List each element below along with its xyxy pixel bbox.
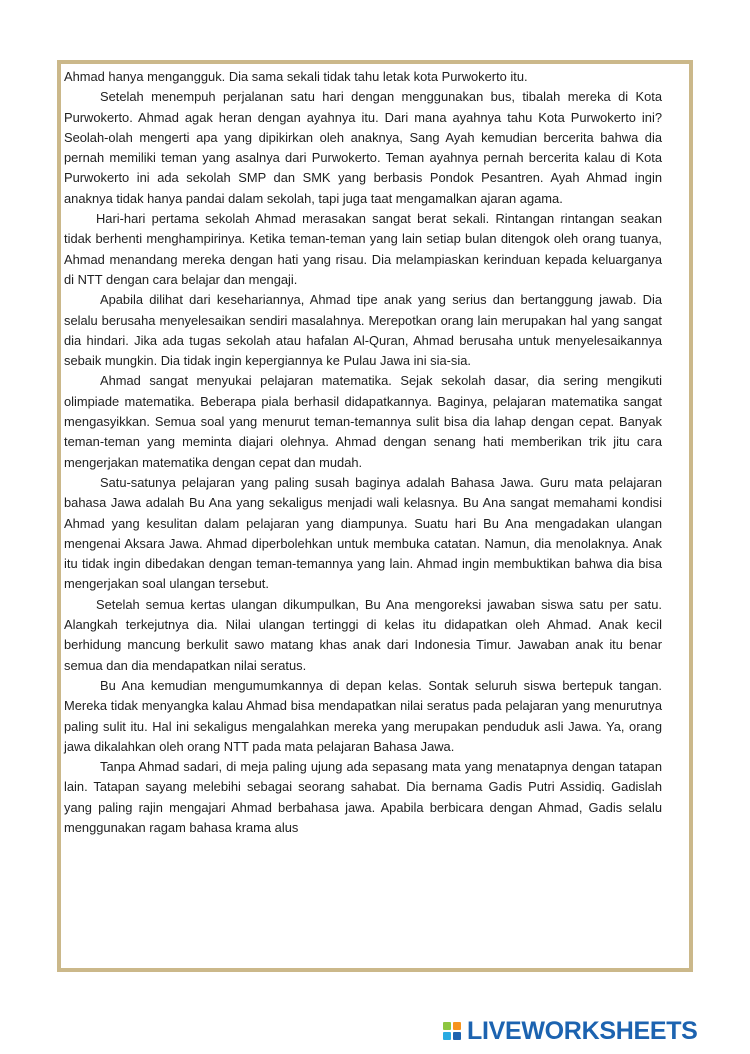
logo-square-green <box>443 1022 451 1030</box>
logo-square-lightblue <box>443 1032 451 1040</box>
logo-square-orange <box>453 1022 461 1030</box>
story-paragraph-7: Setelah semua kertas ulangan dikumpulkan, Bu Ana mengoreksi jawaban siswa satu per satu. Alangkah terkejutnya dia. Nilai ulangan tertinggi di kelas itu didapatkan oleh Ahmad. Anak kecil berhidung mancung berkulit sawo matang khas anak dari Indonesia Timur. Jawaban anak itu benar semua dan dia mendapatkan nilai seratus. <box>64 596 662 673</box>
story-paragraph-8: Bu Ana kemudian mengumumkannya di depan kelas. Sontak seluruh siswa bertepuk tangan. Mereka tidak menyangka kalau Ahmad bisa mendapatkan nilai seratus pada pelajaran yang menurutnya paling sulit itu. Hal ini sekaligus mengalahkan mereka yang merupakan penduduk asli Jawa. Ya, orang jawa dikalahkan oleh orang NTT pada mata pelajaran Bahasa Jawa. <box>64 677 662 754</box>
story-paragraph-1: Ahmad hanya mengangguk. Dia sama sekali tidak tahu letak kota Purwokerto itu. <box>64 69 528 84</box>
story-paragraph-6: Satu-satunya pelajaran yang paling susah baginya adalah Bahasa Jawa. Guru mata pelajaran bahasa Jawa adalah Bu Ana yang sekaligus menjadi wali kelasnya. Bu Ana sangat memahami kondisi Ahmad yang kesulitan dalam pelajaran yang diampunya. Suatu hari Bu Ana mengadakan ulangan mengenai Aksara Jawa. Ahmad diperbolehkan untuk membuka catatan. Namun, dia menolaknya. Anak itu tidak ingin dibedakan dengan teman-temannya yang lain. Ahmad ingin membuktikan bahwa dia bisa mengerjakan soal ulangan tersebut. <box>64 474 662 592</box>
liveworksheets-logo[interactable] <box>443 1015 698 1047</box>
story-paragraph-5: Ahmad sangat menyukai pelajaran matematika. Sejak sekolah dasar, dia sering mengikuti olimpiade matematika. Beberapa piala berhasil didapatkannya. Baginya, pelajaran matematika sangat mengasyikkan. Semua soal yang menurut teman-temannya sulit bisa dia lahap dengan cepat. Banyak teman-teman yang meminta diajari olehnya. Ahmad dengan senang hati memberikan trik jitu cara mengerjakan matematika dengan cepat dan mudah. <box>64 373 662 470</box>
logo-text: LIVEWORKSHEETS <box>467 1016 698 1045</box>
story-paragraph-3: Hari-hari pertama sekolah Ahmad merasakan sangat berat sekali. Rintangan rintangan seakan tidak berhenti menghampirinya. Ketika teman-teman yang lain setiap bulan ditengok oleh orang tuanya, Ahmad menandang mereka dengan hati yang risau. Dia melampiaskan kerinduan kepada keluarganya di NTT dengan cara belajar dan mengaji. <box>64 211 662 287</box>
story-paragraph-2: Setelah menempuh perjalanan satu hari dengan menggunakan bus, tibalah mereka di Kota Purwokerto. Ahmad agak heran dengan ayahnya itu. Dari mana ayahnya tahu Kota Purwokerto ini? Seolah-olah mengerti apa yang dipikirkan oleh anaknya, Sang Ayah kemudian bercerita bahwa dia pernah memiliki teman yang asalnya dari Purwokerto. Teman ayahnya pernah bercerita kalau di Kota Purwokerto ini ada sekolah SMP dan SMK yang berbasis Pondok Pesantren. Ayah Ahmad ingin anaknya tidak hanya pandai dalam sekolah, tapi juga taat mengamalkan ajaran agama. <box>64 89 662 206</box>
story-paragraph-9: Tanpa Ahmad sadari, di meja paling ujung ada sepasang mata yang menatapnya dengan tatapan lain. Tatapan sayang melebihi sebagai seorang sahabat. Dia bernama Gadis Putri Assidiq. Gadislah yang paling rajin mengajari Ahmad berbahasa jawa. Apabila berbicara dengan Ahmad, Gadis selalu menggunakan ragam bahasa krama alus <box>64 759 662 835</box>
story-paragraph-4: Apabila dilihat dari kesehariannya, Ahmad tipe anak yang serius dan bertanggung jawab. Dia selalu berusaha menyelesaikan sendiri masalahnya. Merepotkan orang lain merupakan hal yang sangat dia hindari. Jika ada tugas sekolah atau hafalan Al-Quran, Ahmad berusaha untuk menyelesaikannya sebaik mungkin. Dia tidak ingin kepergiannya ke Pulau Jawa ini sia-sia. <box>64 292 662 369</box>
liveworksheets-logo-icon <box>443 1022 461 1040</box>
story-text <box>64 67 662 838</box>
logo-square-blue <box>453 1032 461 1040</box>
